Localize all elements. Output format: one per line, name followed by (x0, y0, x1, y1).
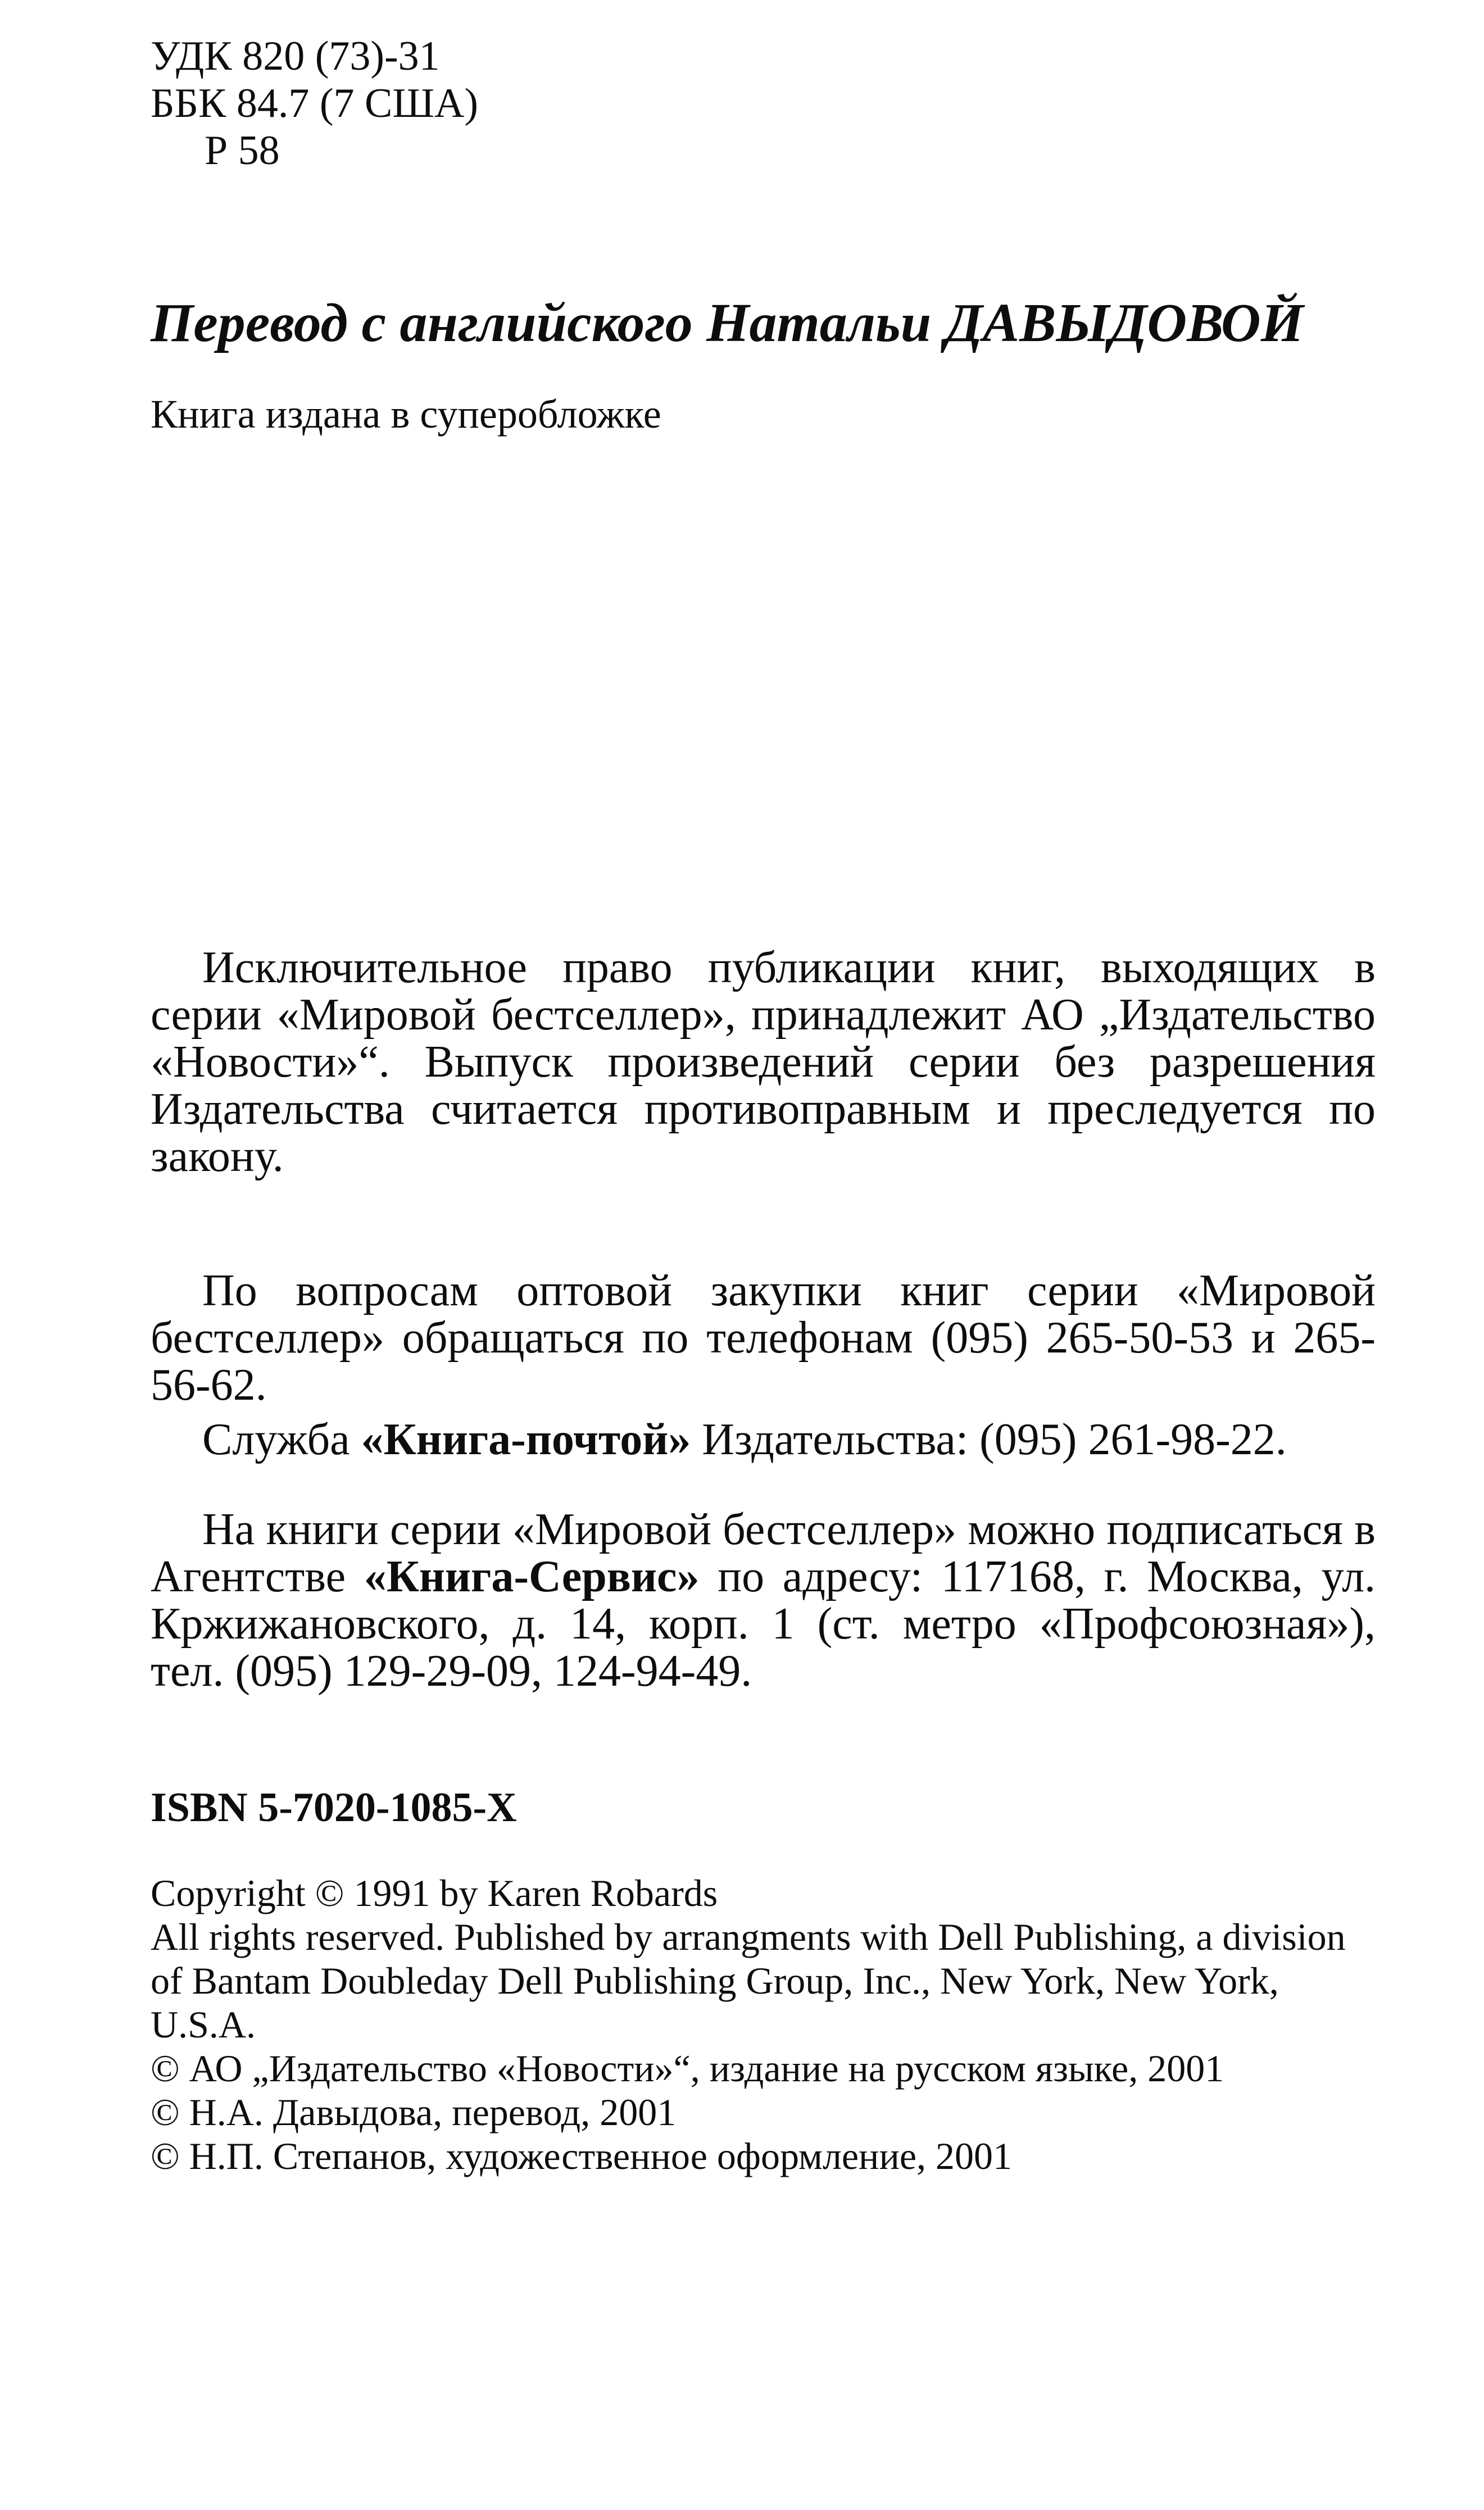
copyright-russian-edition: © АО „Издательство «Новости»“, издание на русском языке, 2001 (151, 2047, 1224, 2090)
wholesale-contacts: По вопросам оптовой закупки книг серии «Мировой бестселлер» обращаться по телефонам (095) 265-50-53 и 265-56-62. (151, 1266, 1376, 1410)
subscription-suffix: по адресу: 117168, г. Москва, ул. Кржижановского, д. 14, корп. 1 (ст. метро «Профсоюзная»), тел. (095) 129-29-09, 124-94-49. (151, 1552, 1376, 1696)
copyright-artwork: © Н.П. Степанов, художественное оформление, 2001 (151, 2135, 1013, 2177)
classification-block (151, 33, 478, 174)
copyright-original: Copyright © 1991 by Karen Robards (151, 1872, 718, 1914)
copyright-rights-reserved: All rights reserved. Published by arrangments with Dell Publishing, a division of Bantam Doubleday Dell Publishing Group, Inc., New York, New York, U.S.A. (151, 1916, 1346, 2046)
mail-service-prefix: Служба (202, 1415, 361, 1464)
copyright-block (151, 1871, 1376, 2178)
jacket-note: Книга издана в суперобложке (151, 392, 661, 437)
udk-code: УДК 820 (73)-31 (151, 33, 440, 79)
copyright-translation: © Н.А. Давыдова, перевод, 2001 (151, 2091, 677, 2134)
subscription-prefix: На книги серии «Мировой бестселлер» можно подписаться в Агентстве (151, 1505, 1376, 1601)
author-mark: Р 58 (205, 128, 280, 174)
mail-service-name: «Книга-почтой» (361, 1415, 691, 1464)
subscription-agency: «Книга-Сервис» (364, 1552, 700, 1601)
rights-notice: Исключительное право публикации книг, выходящих в серии «Мировой бестселлер», принадлежит АО „Издательство «Новости»“. Выпуск произведений серии без разрешения Издательства считается противоправным и преследуется по закону. (151, 943, 1376, 1181)
mail-service-suffix: Издательства: (095) 261-98-22. (691, 1415, 1287, 1464)
bbk-code: ББК 84.7 (7 США) (151, 80, 479, 126)
isbn: ISBN 5-7020-1085-X (151, 1785, 517, 1831)
translator-credit: Перевод с английского Натальи ДАВЫДОВОЙ (151, 293, 1304, 353)
subscription-info (151, 1506, 1376, 1695)
mail-service (151, 1416, 1376, 1463)
